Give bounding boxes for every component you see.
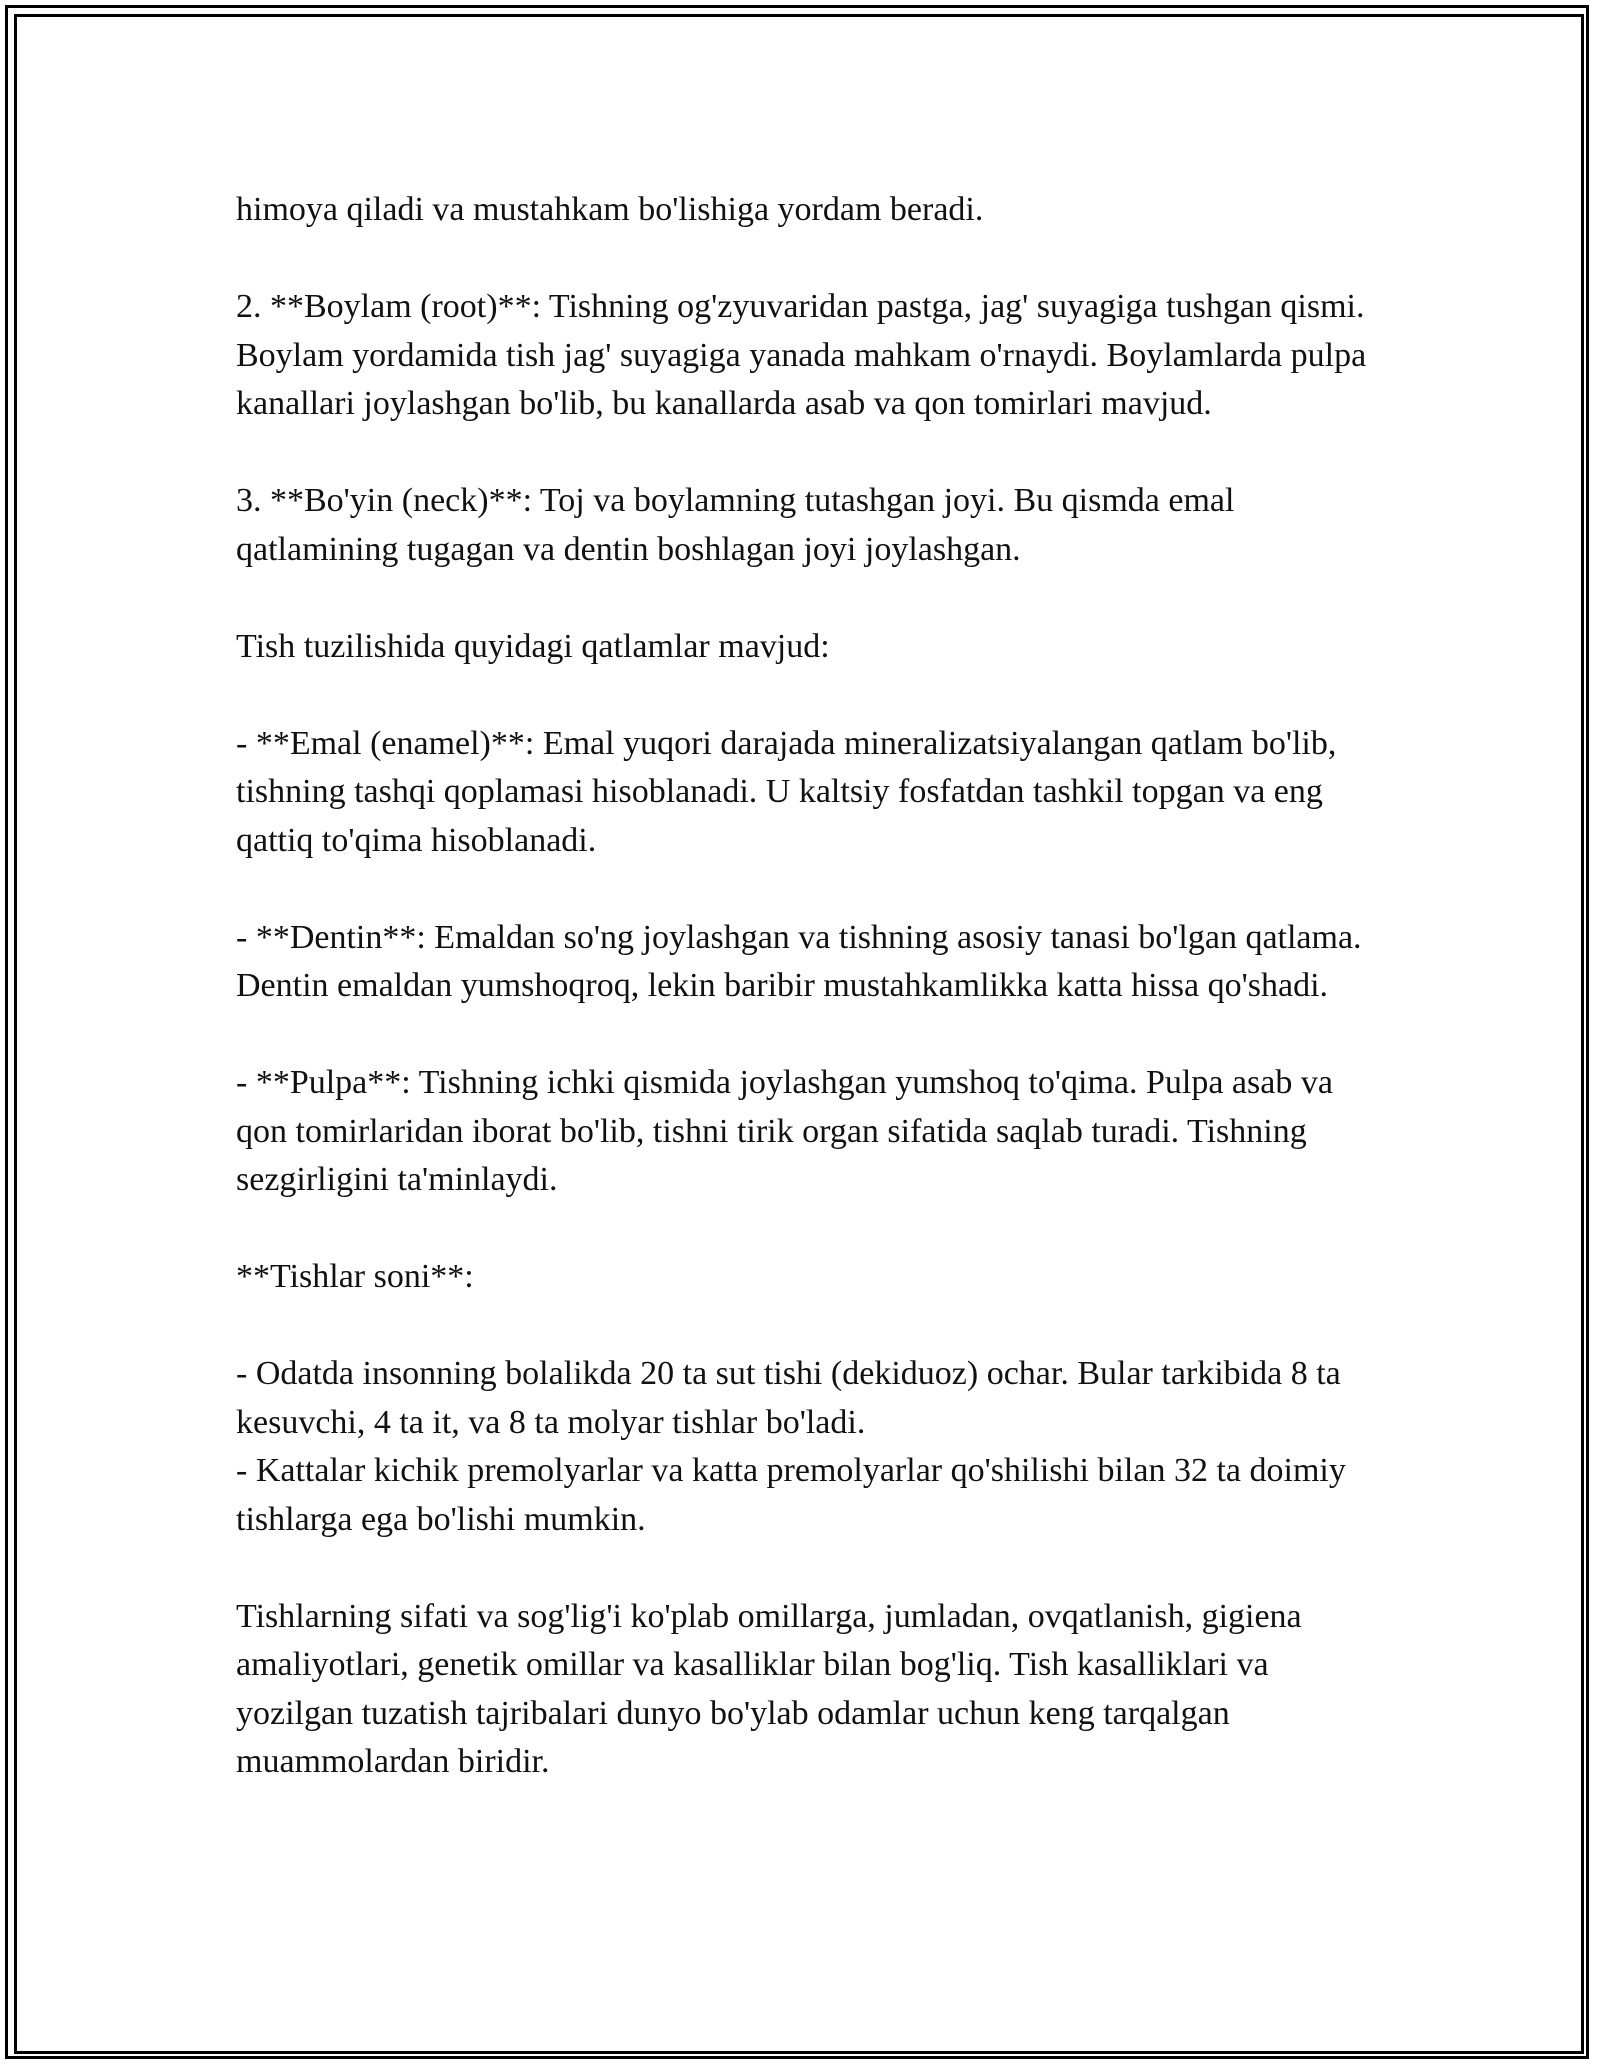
paragraph-gap xyxy=(236,671,1376,720)
paragraph-layers-intro: Tish tuzilishida quyidagi qatlamlar mavjud: xyxy=(236,627,830,665)
paragraph-intro-continuation: himoya qiladi va mustahkam bo'lishiga yordam beradi. xyxy=(236,191,984,228)
paragraph-gap xyxy=(236,1011,1376,1060)
paragraph-gap xyxy=(236,1205,1376,1254)
paragraph-gap xyxy=(236,1302,1376,1351)
paragraph-enamel: - **Emal (enamel)**: Emal yuqori darajada mineralizatsiyalangan qatlam bo'lib, tishning tashqi qoplamasi hisoblanadi. U kaltsiy fosfatdan tashkil topgan va eng qattiq to'qima hisoblanadi. xyxy=(236,724,1337,859)
paragraph-gap xyxy=(236,574,1376,623)
paragraph-root: 2. **Boylam (root)**: Tishning og'zyuvaridan pastga, jag' suyagiga tushgan qismi. Boylam yordamida tish jag' suyagiga yanada mahkam o'rnaydi. Boylamlarda pulpa kanallari joylashgan bo'lib, bu kanallarda asab va qon tomirlari mavjud. xyxy=(236,288,1367,422)
document-body xyxy=(236,186,1376,1787)
paragraph-gap xyxy=(236,1544,1376,1593)
paragraph-dentin: - **Dentin**: Emaldan so'ng joylashgan va tishning asosiy tanasi bo'lgan qatlama. Dentin emaldan yumshoqroq, lekin baribir mustahkamlikka katta hissa qo'shadi. xyxy=(236,918,1362,1004)
paragraph-gap xyxy=(236,235,1376,284)
paragraph-neck: 3. **Bo'yin (neck)**: Toj va boylamning tutashgan joyi. Bu qismda emal qatlamining tugagan va dentin boshlagan joyi joylashgan. xyxy=(236,482,1235,568)
paragraph-teeth-count-heading: **Tishlar soni**: xyxy=(236,1258,474,1295)
paragraph-gap xyxy=(236,429,1376,478)
paragraph-pulp: - **Pulpa**: Tishning ichki qismida joylashgan yumshoq to'qima. Pulpa asab va qon tomirlaridan iborat bo'lib, tishni tirik organ sifatida saqlab turadi. Tishning sezgirligini ta'minlaydi. xyxy=(236,1064,1333,1198)
paragraph-teeth-count-list: - Odatda insonning bolalikda 20 ta sut tishi (dekiduoz) ochar. Bular tarkibida 8 ta kesuvchi, 4 ta it, va 8 ta molyar tishlar bo'ladi. - Kattalar kichik premolyarlar va katta premolyarlar qo'shilishi bilan 32 ta doimiy tishlarga ega bo'lishi mumkin. xyxy=(236,1355,1346,1538)
paragraph-gap xyxy=(236,865,1376,914)
paragraph-conclusion: Tishlarning sifati va sog'lig'i ko'plab omillarga, jumladan, ovqatlanish, gigiena amaliyotlari, genetik omillar va kasalliklar bilan bog'liq. Tish kasalliklari va yozilgan tuzatish tajribalari dunyo bo'ylab odamlar uchun keng tarqalgan muammolardan biridir. xyxy=(236,1597,1302,1780)
